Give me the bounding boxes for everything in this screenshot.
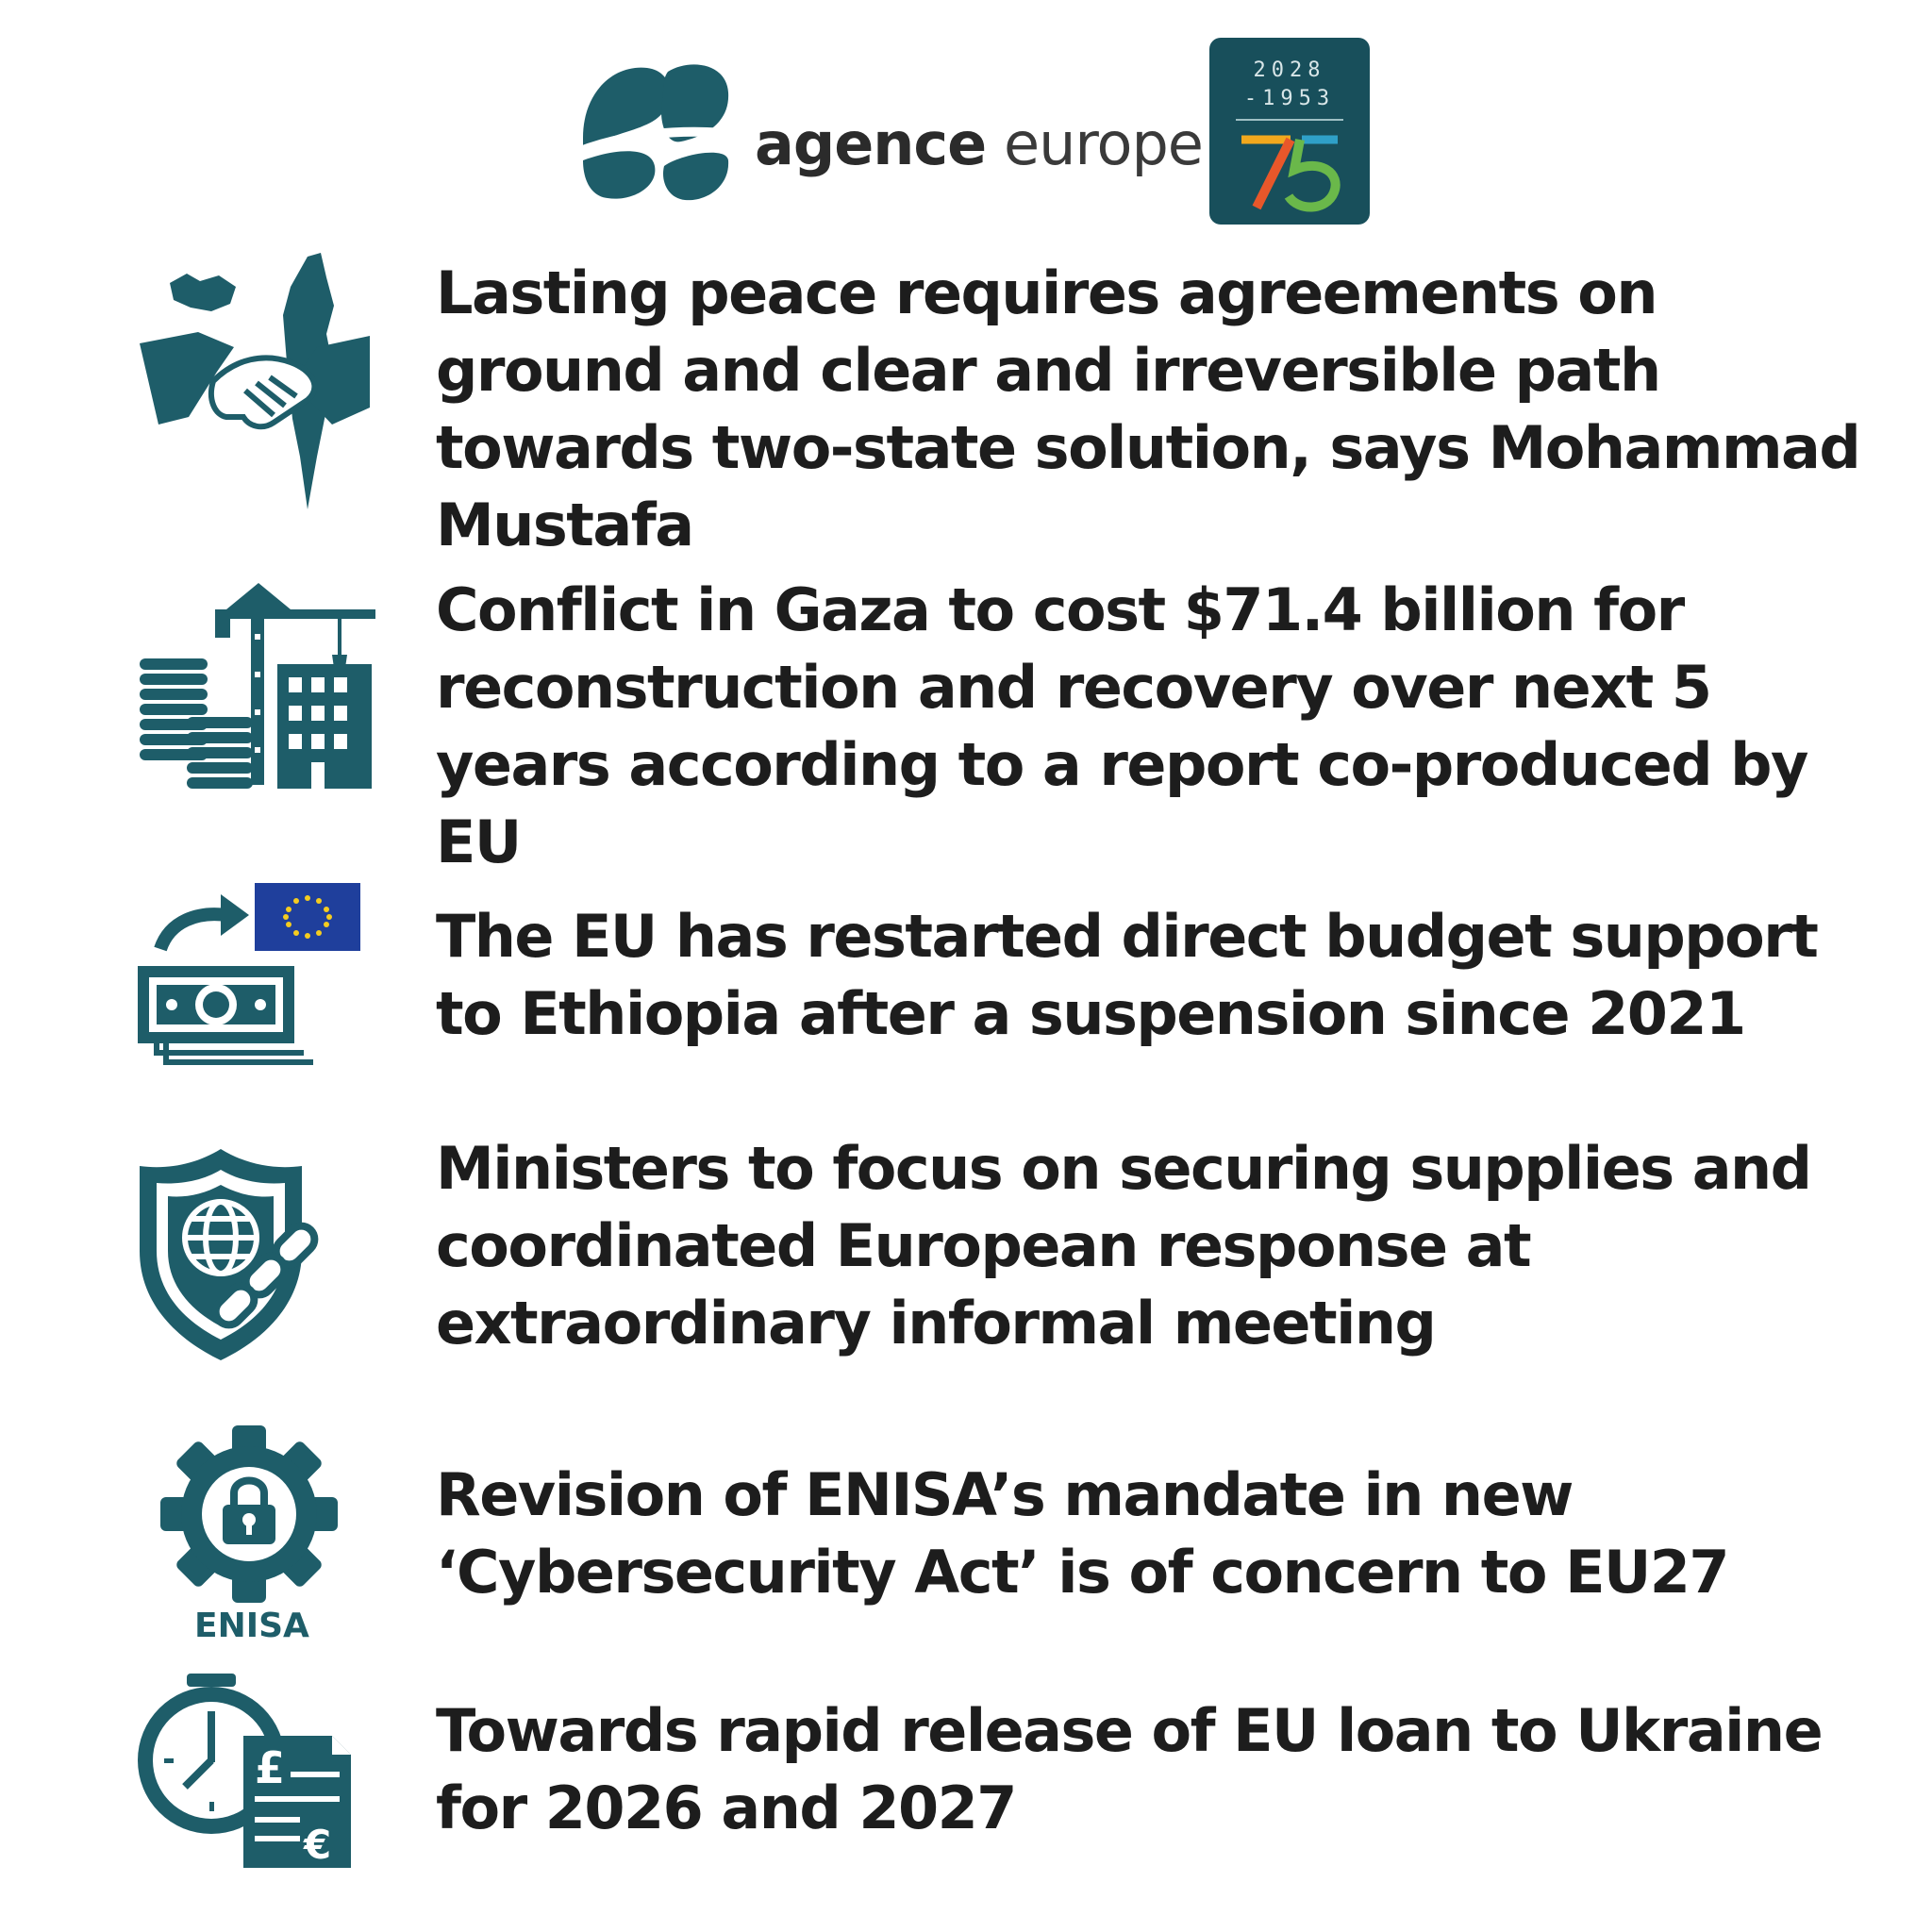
anniversary-75-icon xyxy=(1236,132,1345,213)
eu-flag-money-transfer-icon xyxy=(132,877,377,1066)
news-item[interactable] xyxy=(0,1130,1932,1366)
agence-europe-logo-mark-icon xyxy=(575,55,736,206)
brand-name xyxy=(755,109,1203,178)
news-headline[interactable]: Towards rapid release of EU loan to Ukraine for 2026 and 2027 xyxy=(436,1696,1823,1842)
news-item[interactable] xyxy=(0,572,1932,876)
enisa-icon-label: ENISA xyxy=(194,1607,309,1645)
gear-lock-icon xyxy=(132,1424,377,1604)
shield-globe-chain-icon xyxy=(132,1138,377,1364)
handshake-map-icon xyxy=(132,249,377,513)
badge-year-bottom: -1953 xyxy=(1243,87,1336,110)
news-item[interactable] xyxy=(0,872,1932,1070)
news-item[interactable] xyxy=(0,1424,1932,1607)
news-item[interactable] xyxy=(0,1670,1932,1877)
brand-name-light: europe xyxy=(1003,109,1203,178)
clock-currency-document-icon xyxy=(132,1670,377,1868)
badge-divider xyxy=(1236,119,1343,121)
news-headline[interactable]: The EU has restarted direct budget support to Ethiopia after a suspension since 2021 xyxy=(436,902,1818,1048)
svg-text:£: £ xyxy=(255,1742,286,1793)
svg-text:€: € xyxy=(304,1822,332,1868)
news-headline[interactable]: Lasting peace requires agreements on ground and clear and irreversible path towards two-state solution, says Mohammad Mustafa xyxy=(436,258,1860,559)
anniversary-badge xyxy=(1209,38,1370,225)
news-headline[interactable]: Revision of ENISA’s mandate in new ‘Cybersecurity Act’ is of concern to EU27 xyxy=(436,1460,1729,1607)
news-item[interactable] xyxy=(0,245,1932,559)
badge-year-top: 2028 xyxy=(1253,58,1326,82)
brand-name-bold: agence xyxy=(755,109,987,178)
news-headline[interactable]: Conflict in Gaza to cost $71.4 billion for reconstruction and recovery over next 5 years according to a report co-produced by EU xyxy=(436,575,1807,876)
coins-crane-building-icon xyxy=(132,577,377,794)
news-headline[interactable]: Ministers to focus on securing supplies and coordinated European response at extraordinary informal meeting xyxy=(436,1134,1811,1357)
